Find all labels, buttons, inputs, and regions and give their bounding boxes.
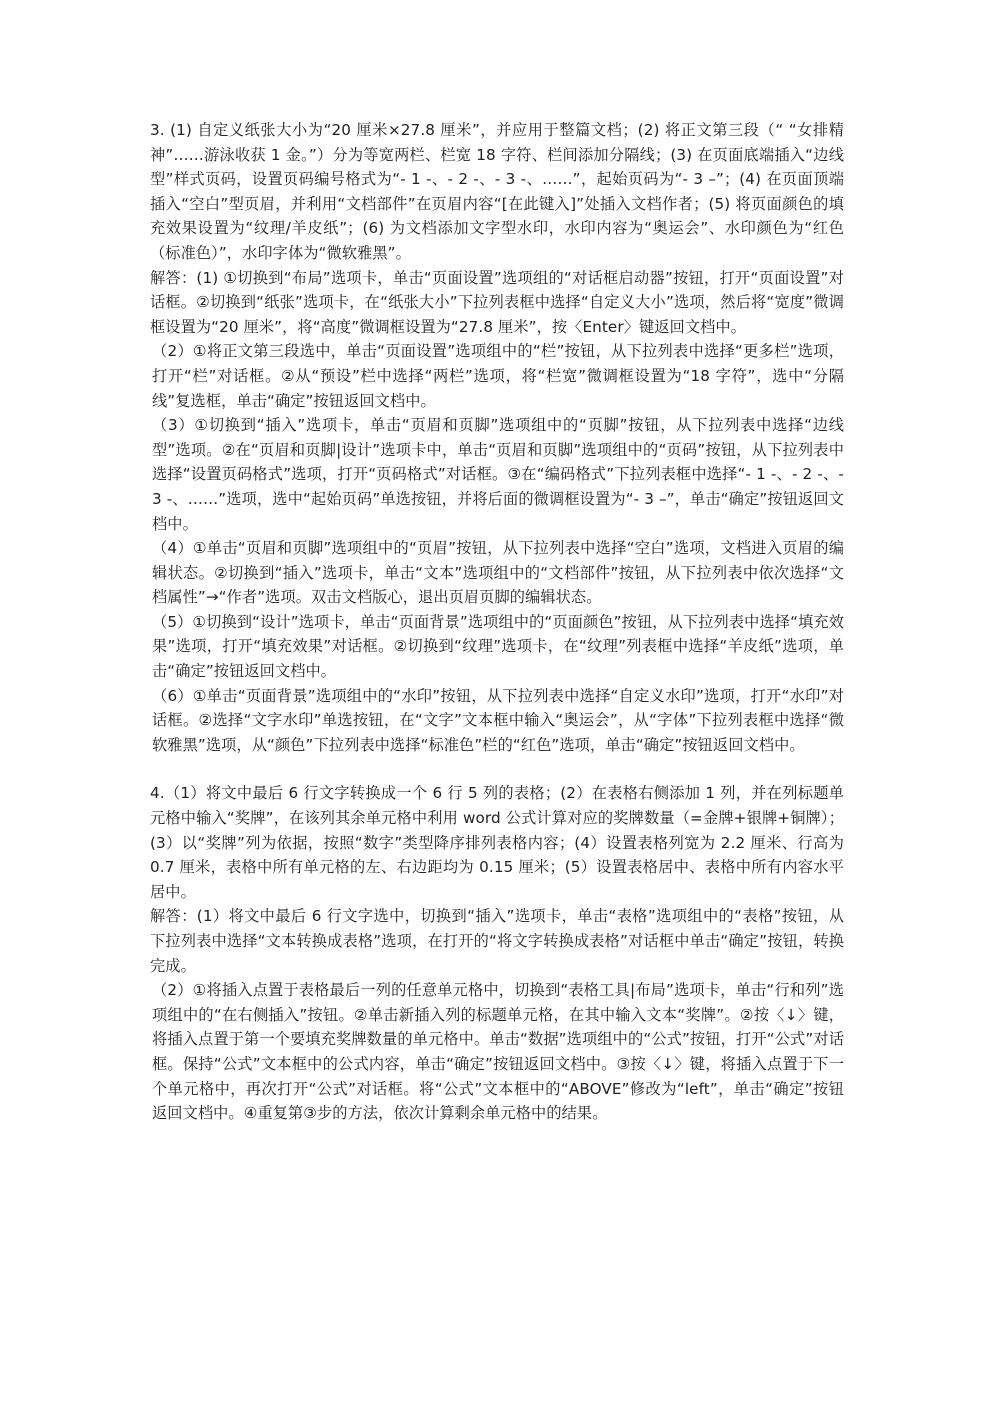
question-4-step-2: （2）①将插入点置于表格最后一列的任意单元格中，切换到“表格工具|布局”选项卡，单击“行和列”选项组中的“在右侧插入”按钮。②单击新插入列的标题单元格，在其中输入文本“奖牌”。②按〈↓〉键，将插入点置于第一个要填充奖牌数量的单元格中。单击“数据”选项组中的“公式”按钮，打开“公式”对话框。保持“公式”文本框中的公式内容，单击“确定”按钮返回文档中。③按〈↓〉键，将插入点置于下一个单元格中，再次打开“公式”对话框。将“公式”文本框中的“ABOVE”修改为“left”，单击“确定”按钮返回文档中。④重复第③步的方法，依次计算剩余单元格中的结果。 xyxy=(152,981,844,1123)
document-page xyxy=(150,118,844,1126)
question-3-step-2: （2）①将正文第三段选中，单击“页面设置”选项组中的“栏”按钮，从下拉列表中选择“更多栏”选项，打开“栏”对话框。②从“预设”栏中选择“两栏”选项，将“栏宽”微调框设置为“18 字符”，选中“分隔线”复选框，单击“确定”按钮返回文档中。 xyxy=(152,342,844,410)
paragraph-gap xyxy=(150,757,844,781)
question-4-answer-intro: 解答：(1）将文中最后 6 行文字选中，切换到“插入”选项卡，单击“表格”选项组中的“表格”按钮，从下拉列表中选择“文本转换成表格”选项，在打开的“将文字转换成表格”对话框中单击“确定”按钮，转换完成。 xyxy=(150,907,844,975)
question-3-text: 3. (1) 自定义纸张大小为“20 厘米×27.8 厘米”，并应用于整篇文档；(2) 将正文第三段（“ “女排精神”……游泳收获 1 金。”）分为等宽两栏、栏宽 18 字符、栏间添加分隔线；(3) 在页面底端插入“边线型”样式页码，设置页码编号格式为“- 1 -、- 2 -、- 3 -、……”，起始页码为“- 3 –”；(4) 在页面顶端插入“空白”型页眉，并利用“文档部件”在页眉内容“[在此键入]”处插入文档作者；(5) 将页面颜色的填充效果设置为“纹理/羊皮纸”；(6) 为文档添加文字型水印，水印内容为“奥运会”、水印颜色为“红色（标准色）”，水印字体为“微软雅黑”。 xyxy=(150,121,844,262)
question-4-block xyxy=(150,781,844,1125)
question-3-step-6: （6）①单击“页面背景”选项组中的“水印”按钮，从下拉列表中选择“自定义水印”选项，打开“水印”对话框。②选择“文字水印”单选按钮，在“文字”文本框中输入“奥运会”，从“字体”下拉列表框中选择“微软雅黑”选项，从“颜色”下拉列表中选择“标准色”栏的“红色”选项，单击“确定”按钮返回文档中。 xyxy=(152,686,844,754)
question-3-step-4: （4）①单击“页眉和页脚”选项组中的“页眉”按钮，从下拉列表中选择“空白”选项，文档进入页眉的编辑状态。②切换到“插入”选项卡，单击“文本”选项组中的“文档部件”按钮，从下拉列表中依次选择“文档属性”→“作者”选项。双击文档版心，退出页眉页脚的编辑状态。 xyxy=(152,539,844,607)
question-4-text: 4.（1）将文中最后 6 行文字转换成一个 6 行 5 列的表格；(2）在表格右侧添加 1 列，并在列标题单元格中输入“奖牌”，在该列其余单元格中利用 word 公式计算对应的奖牌数量（=金牌+银牌+铜牌）；(3）以“奖牌”列为依据，按照“数字”类型降序排列表格内容；(4）设置表格列宽为 2.2 厘米、行高为 0.7 厘米，表格中所有单元格的左、右边距均为 0.15 厘米；(5）设置表格居中、表格中所有内容水平居中。 xyxy=(150,784,844,901)
question-3-block xyxy=(150,118,844,757)
question-3-step-5: （5）①切换到“设计”选项卡，单击“页面背景”选项组中的“页面颜色”按钮，从下拉列表中选择“填充效果”选项，打开“填充效果”对话框。②切换到“纹理”选项卡，在“纹理”列表框中选择“羊皮纸”选项，单击“确定”按钮返回文档中。 xyxy=(152,612,844,681)
question-3-answer-intro: 解答：(1) ①切换到“布局”选项卡，单击“页面设置”选项组的“对话框启动器”按钮，打开“页面设置”对话框。②切换到“纸张”选项卡，在“纸张大小”下拉列表框中选择“自定义大小”选项，然后将“宽度”微调框设置为“20 厘米”，将“高度”微调框设置为“27.8 厘米”，按〈Enter〉键返回文档中。 xyxy=(150,268,844,336)
question-3-step-3: （3）①切换到“插入”选项卡，单击“页眉和页脚”选项组中的“页脚”按钮，从下拉列表中选择“边线型”选项。②在“页眉和页脚|设计”选项卡中，单击“页眉和页脚”选项组中的“页码”按钮，从下拉列表中选择“设置页码格式”选项，打开“页码格式”对话框。③在“编码格式”下拉列表框中选择“- 1 -、- 2 -、- 3 -、……”选项，选中“起始页码”单选按钮，并将后面的微调框设置为“- 3 –”，单击“确定”按钮返回文档中。 xyxy=(152,416,844,533)
